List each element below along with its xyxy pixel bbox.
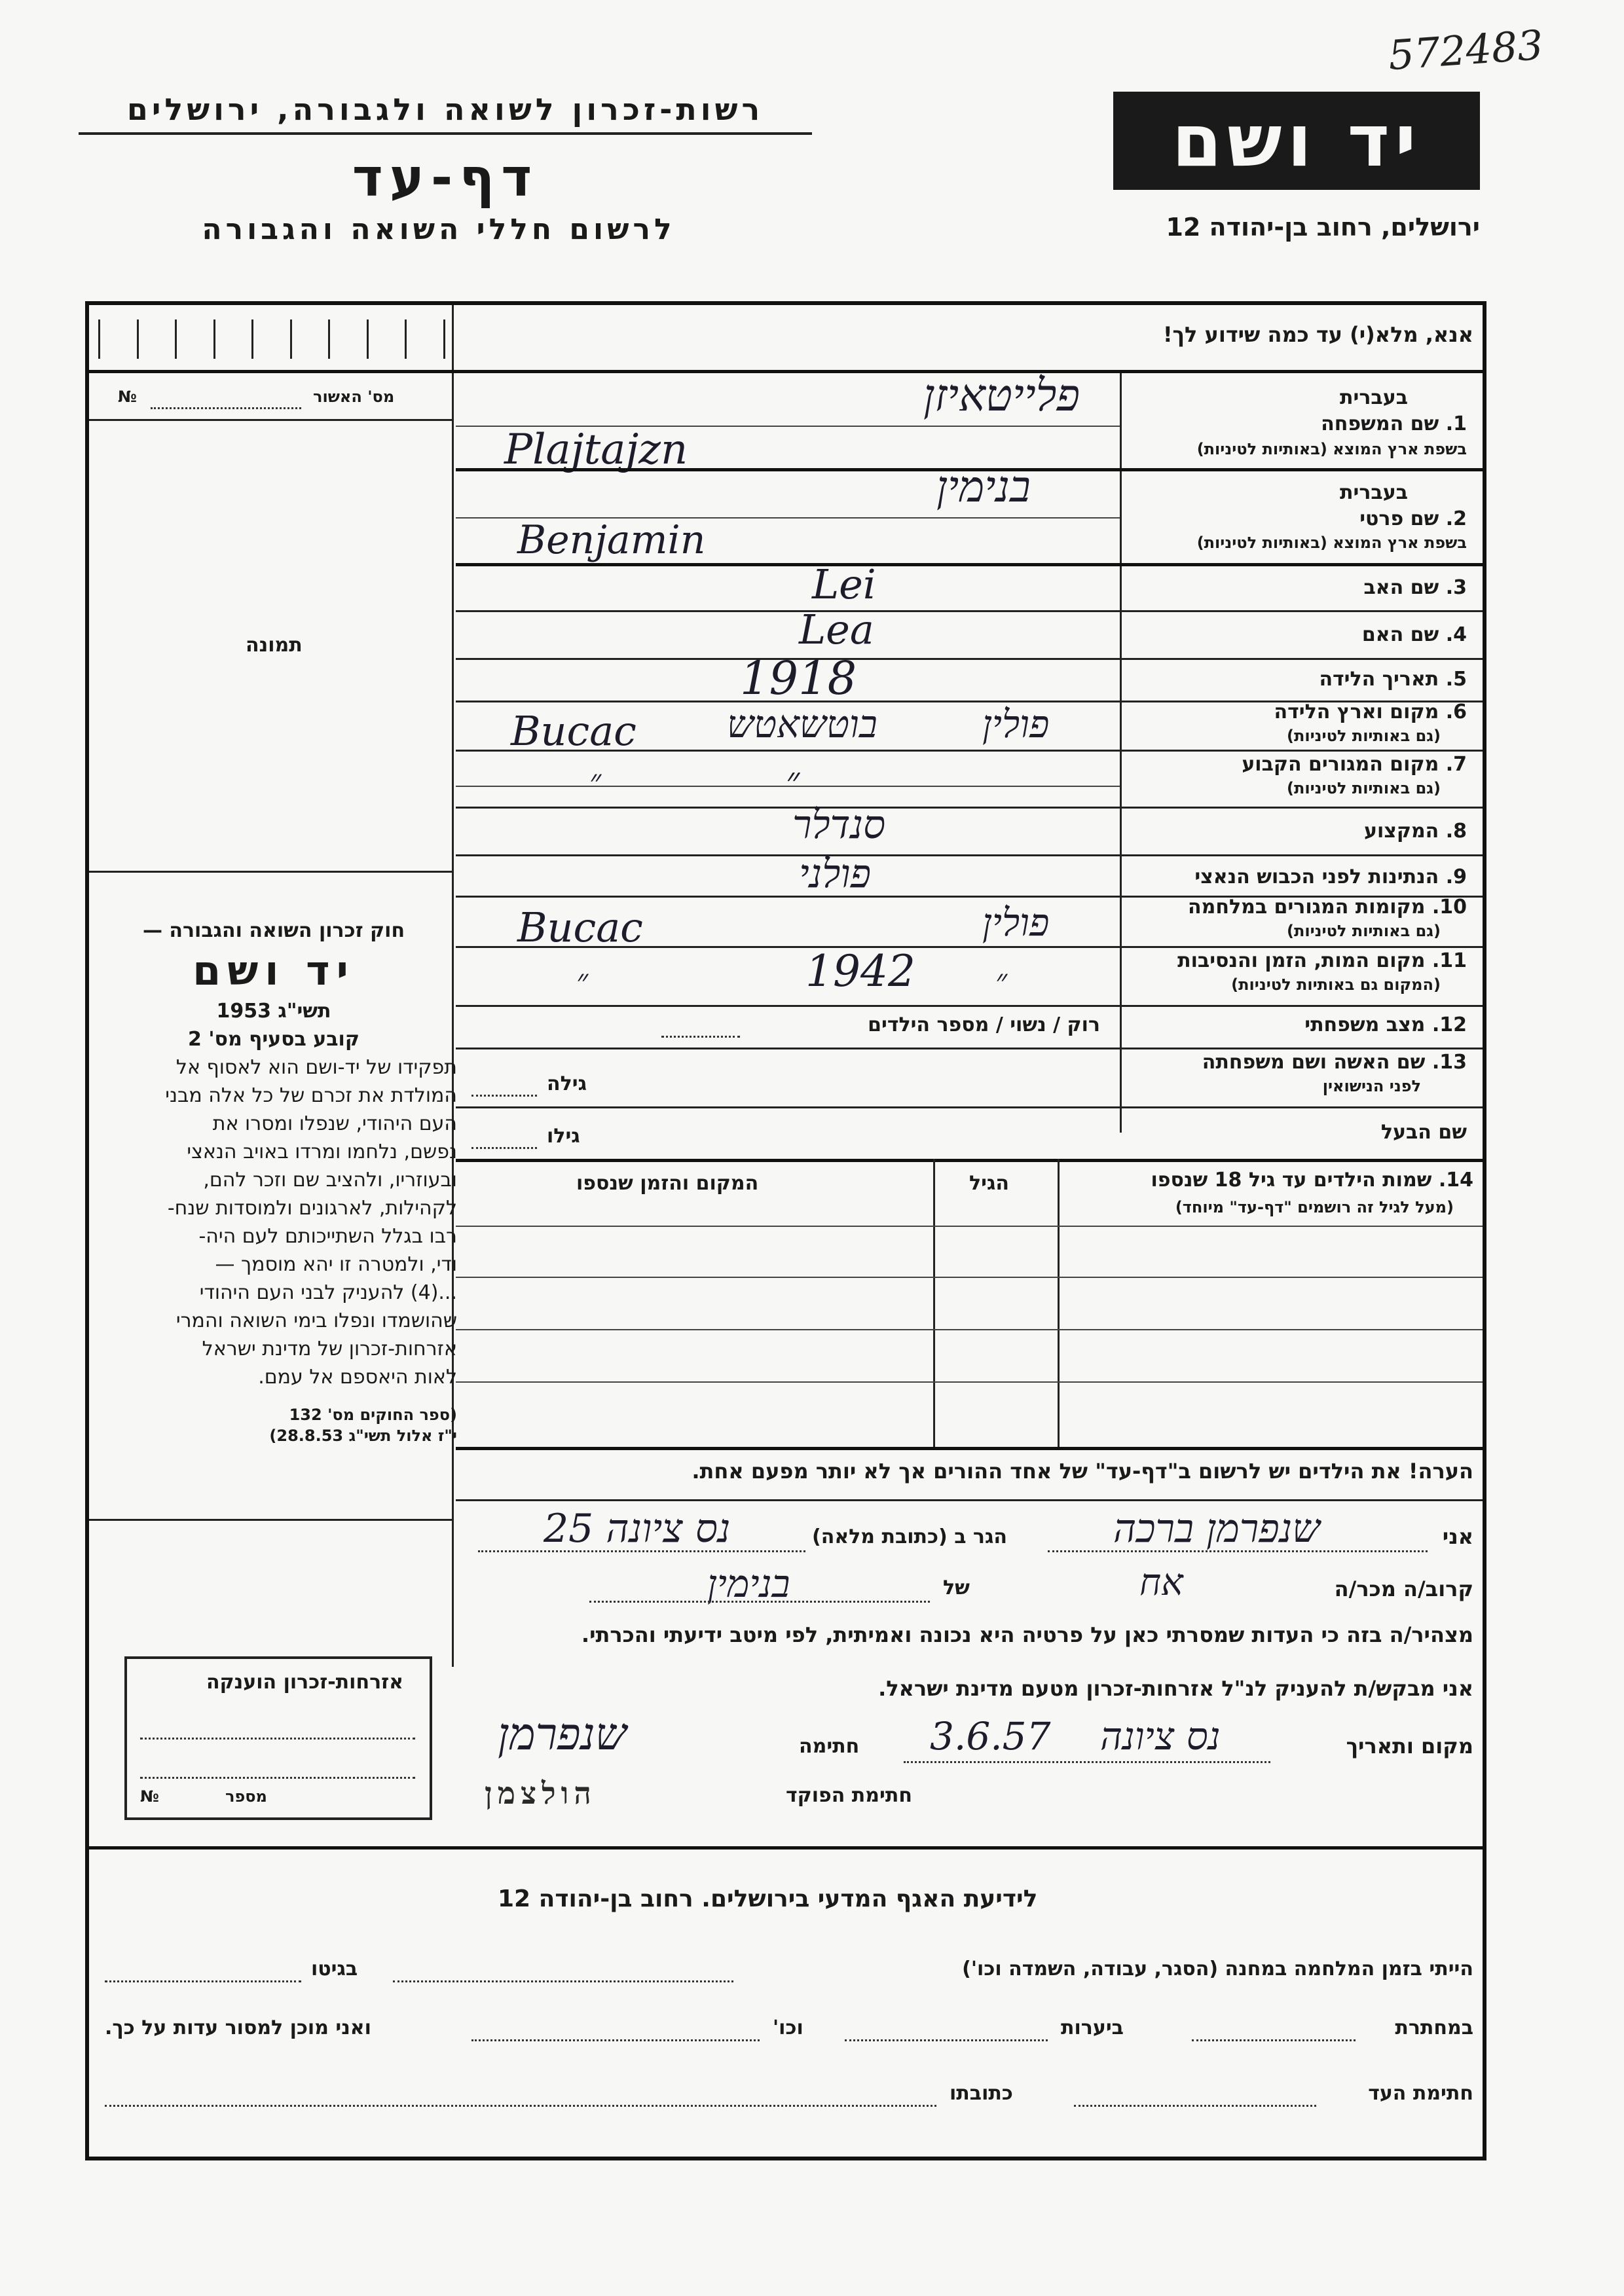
row-rule (456, 750, 1483, 752)
law-heading: חוק זכרון השואה והגבורה — (142, 919, 405, 942)
forests-field[interactable] (845, 2039, 1048, 2041)
row-rule (456, 1005, 1483, 1007)
law-line: לקהילות, לארגונים ולמוסדות שנח- (167, 1197, 457, 1220)
children-age-header: הגיל (969, 1172, 1009, 1195)
citizenship-value: פולני (799, 851, 872, 897)
official-signature-label: חתימת הפוקד (786, 1784, 912, 1807)
wartime-residence-sublabel: (גם באותיות לטיניות) (1287, 922, 1441, 940)
memorial-citizenship-number-sign: № (140, 1787, 159, 1806)
death-place-ditto: ״ (576, 962, 589, 999)
law-line: המולדת את זכרם של כל אלה מבני (165, 1084, 457, 1107)
family-name-latin: Plajtajzn (504, 426, 688, 474)
authority-name: רשות-זכרון לשואה ולגבורה, ירושלים (79, 92, 812, 135)
underground-label: במחתרת (1395, 2016, 1473, 2039)
declarant-name: שנפרמן ברכה (1113, 1506, 1320, 1552)
family-name-hebrew: פלייטאיזן (923, 370, 1080, 422)
law-line: ...(4) להעניק לבני העם היהודי (199, 1281, 457, 1304)
residence-sublabel: (גם באותיות לטיניות) (1287, 779, 1441, 797)
residence-label: 7. מקום המגורים הקבוע (1242, 753, 1467, 776)
row-rule (456, 426, 1120, 427)
first-name-hebrew: בנימין (936, 462, 1031, 512)
approval-number-field[interactable] (151, 407, 301, 409)
etc-label: וכו' (773, 2016, 803, 2039)
law-line: ובעוזריו, ולהציב שם וזכר להם, (203, 1169, 457, 1192)
photo-top-rule (89, 419, 452, 421)
profession-value: סנדלר (792, 802, 886, 848)
birth-date-value: 1918 (740, 651, 857, 705)
husband-name-label: שם הבעל (1380, 1121, 1467, 1144)
memorial-citizenship-box (124, 1656, 432, 1820)
signature-label: חתימה (799, 1735, 860, 1758)
label-column-divider (1120, 373, 1122, 1133)
relation-value: אח (1139, 1561, 1183, 1604)
relative-name: בנימין (707, 1561, 790, 1606)
husband-age-field[interactable] (471, 1147, 537, 1149)
yad-vashem-logo (1113, 92, 1480, 190)
memorial-citizenship-number-label: מספר (225, 1787, 267, 1806)
birth-place-label: 6. מקום וארץ הלידה (1274, 701, 1467, 723)
birth-place-hebrew-city: בוטשאטש (727, 702, 877, 746)
row-rule (456, 854, 1483, 856)
marital-status-options: רוק / נשוי / מספר הילדים (868, 1013, 1100, 1036)
relative-name-field[interactable] (589, 1601, 930, 1603)
first-name-latin: Benjamin (517, 517, 706, 563)
birth-date-label: 5. תאריך הלידה (1319, 668, 1467, 691)
father-name-label: 3. שם האב (1363, 576, 1467, 599)
law-line: נפשם, נלחמו ומרדו באויב הנאצי (187, 1140, 457, 1163)
children-note: הערה! את הילדים יש לרשום ב"דף-עד" של אחד ההורים אך לא יותר מפעם אחת. (692, 1459, 1473, 1484)
place-date-label: מקום ותאריך (1346, 1734, 1473, 1758)
witness-signature-field[interactable] (1074, 2105, 1316, 2107)
institution-address: ירושלים, רחוב בן-יהודה 12 (1166, 213, 1480, 242)
children-count-field[interactable] (661, 1036, 740, 1038)
camp-question: הייתי בזמן המלחמה במחנה (הסגר, עבודה, השמדה וכו') (962, 1958, 1473, 1980)
wife-name-label: 13. שם האשה ושם משפחתה (1202, 1051, 1467, 1074)
fill-instruction: אנא, מלא(י) עד כמה שידוע לך! (1162, 322, 1473, 347)
hebrew-label-1: בעברית (1340, 386, 1408, 409)
place-date-field[interactable] (904, 1761, 1270, 1763)
law-yad-vashem: יד ושם (193, 947, 355, 994)
witness-signature-label: חתימת העד (1368, 2082, 1473, 2105)
row-rule (456, 517, 1120, 519)
archive-number: 572483 (1386, 20, 1545, 80)
logo-text: יד ושם (1172, 99, 1422, 183)
family-name-label: 1. שם המשפחה (1321, 412, 1467, 435)
mother-name-label: 4. שם האם (1361, 623, 1467, 646)
law-line: ודי, ולמטרה זו יהא מוסמך — (215, 1253, 457, 1276)
wife-name-sublabel: לפני הנישואין (1322, 1077, 1421, 1095)
official-stamp: הולצמן (485, 1776, 597, 1811)
law-section: קובע בסעיף מס' 2 (188, 1028, 360, 1051)
row-rule (456, 1329, 1483, 1330)
form-subtitle: לרשום חללי השואה והגבורה (202, 213, 676, 246)
photo-bottom-rule (89, 871, 452, 873)
wife-age-label: גילה (547, 1072, 587, 1095)
camp-field[interactable] (393, 1980, 733, 1982)
research-header: לידיעת האגף המדעי בירושלים. רחוב בן-יהודה 12 (498, 1886, 1038, 1912)
death-place-label: 11. מקום המות, הזמן והנסיבות (1177, 949, 1467, 972)
approval-number-sign: № (118, 388, 137, 406)
residence-ditto-2: ״ (786, 759, 800, 802)
row-rule (456, 1226, 1483, 1227)
row-rule (456, 1277, 1483, 1278)
wartime-residence-label: 10. מקומות המגורים במלחמה (1188, 896, 1467, 919)
instruction-rule (89, 370, 1483, 373)
mother-name-value: Lea (799, 606, 874, 653)
declarant-signature: שנפרמן (498, 1709, 627, 1760)
declaration-statement: מצהיר/ה בזה כי העדות שמסרתי כאן על פרטיה היא נכונה ואמיתית, לפי מיטב ידיעתי והכרתי. (581, 1622, 1473, 1647)
relation-label: קרוב/ה מכר/ה (1334, 1576, 1473, 1601)
wife-age-field[interactable] (471, 1095, 537, 1097)
archive-checkbox-strip (98, 319, 445, 359)
law-line: רבו בגלל השתייכותם לעם היה- (198, 1225, 457, 1248)
of-label: של (943, 1576, 970, 1599)
witness-address-field[interactable] (105, 2105, 936, 2107)
first-name-sublabel: בשפת ארץ המוצא (באותיות לטיניות) (1196, 534, 1467, 552)
row-rule (456, 807, 1483, 809)
row-rule (456, 658, 1483, 660)
citizenship-label: 9. הנתינות לפני הכבוש הנאצי (1194, 866, 1467, 888)
profession-label: 8. המקצוע (1364, 820, 1467, 843)
husband-age-label: גילו (547, 1125, 580, 1148)
death-place-sublabel: (המקום גם באותיות לטיניות) (1231, 975, 1441, 994)
witness-address-label: כתובתו (950, 2082, 1013, 2105)
row-rule (456, 1159, 1483, 1162)
children-list-sublabel: (מעל לגיל זה רושמים "דף-עד" מיוחד) (1175, 1198, 1454, 1216)
marital-status-label: 12. מצב משפחתי (1304, 1013, 1467, 1036)
law-line: לאות היאספם אל עמם. (258, 1366, 457, 1389)
law-line: תפקידו של יד-ושם הוא לאסוף אל (175, 1056, 457, 1079)
row-rule (456, 1048, 1483, 1049)
memorial-citizenship-line (140, 1738, 415, 1740)
wartime-residence-hebrew: פולין (982, 900, 1050, 945)
memorial-citizenship-line (140, 1777, 415, 1779)
law-line: העם היהודי, שנפלו ומסרו את (212, 1112, 457, 1135)
photo-label: תמונה (246, 634, 303, 657)
children-table-divider (1058, 1159, 1060, 1447)
law-line: אזרחות-זכרון של מדינת ישראל (202, 1338, 457, 1360)
father-name-value: Lei (812, 560, 876, 608)
forests-label: ביערות (1061, 2016, 1124, 2039)
birth-place-hebrew-country: פולין (982, 702, 1050, 746)
research-section-rule (89, 1846, 1483, 1850)
row-rule (456, 786, 1120, 787)
death-place-ditto-2: ״ (995, 962, 1008, 999)
row-rule (456, 1499, 1483, 1501)
row-rule (456, 946, 1483, 948)
row-rule (456, 563, 1483, 566)
row-rule (456, 1447, 1483, 1450)
law-line: שהושמדו ונפלו בימי השואה והמרי (175, 1309, 457, 1332)
row-rule (456, 1381, 1483, 1383)
underground-field[interactable] (1192, 2039, 1356, 2041)
row-rule (456, 1106, 1483, 1108)
law-year: תשי"ג 1953 (216, 1000, 331, 1023)
children-list-label: 14. שמות הילדים עד גיל 18 שנספו (1151, 1169, 1473, 1192)
etc-field[interactable] (471, 2039, 760, 2041)
citizenship-request: אני מבקש/ת להעניק לנ"ל אזרחות-זכרון מטעם מדינת ישראל. (878, 1676, 1473, 1701)
family-name-sublabel: בשפת ארץ המוצא (באותיות לטיניות) (1196, 440, 1467, 458)
ghetto-label: בגיטו (311, 1958, 358, 1980)
approval-number-label: מס' האשור (313, 388, 395, 406)
residence-ditto-1: ״ (589, 763, 602, 799)
birth-place-sublabel: (גם באותיות לטיניות) (1287, 727, 1441, 745)
law-citation-2: י"ז אלול תשי"ג 28.8.53) (269, 1427, 457, 1445)
declarant-name-field[interactable] (1048, 1550, 1428, 1552)
children-place-header: המקום והזמן שנספו (576, 1172, 759, 1195)
row-rule (456, 610, 1483, 612)
death-year-value: 1942 (805, 946, 915, 996)
memorial-citizenship-title: אזרחות-זכרון הוענקה (206, 1671, 403, 1694)
testimony-ready-label: ואני מוכן למסור עדות על כך. (105, 2016, 371, 2039)
form-title: דף-עד (352, 147, 539, 208)
first-name-label: 2. שם פרטי (1359, 507, 1467, 530)
law-bottom-rule (89, 1519, 452, 1521)
yad-vashem-law-excerpt (90, 917, 457, 1506)
declarant-address-label: הגר ב (כתובת מלאה) (812, 1525, 1008, 1548)
declarant-i-label: אני (1442, 1524, 1473, 1549)
date-value: 3.6.57 (930, 1714, 1051, 1758)
birth-place-latin: Bucac (511, 707, 637, 755)
declarant-address-field[interactable] (478, 1550, 805, 1552)
hebrew-label-2: בעברית (1340, 481, 1408, 504)
declarant-address: נס ציונה 25 (544, 1506, 731, 1552)
ghetto-field[interactable] (105, 1980, 301, 1982)
children-table-divider (933, 1159, 935, 1447)
wartime-residence-latin: Bucac (517, 903, 643, 951)
law-citation-1: (ספר החוקים מס' 132 (289, 1406, 457, 1424)
place-value: נס ציונה (1100, 1714, 1221, 1758)
